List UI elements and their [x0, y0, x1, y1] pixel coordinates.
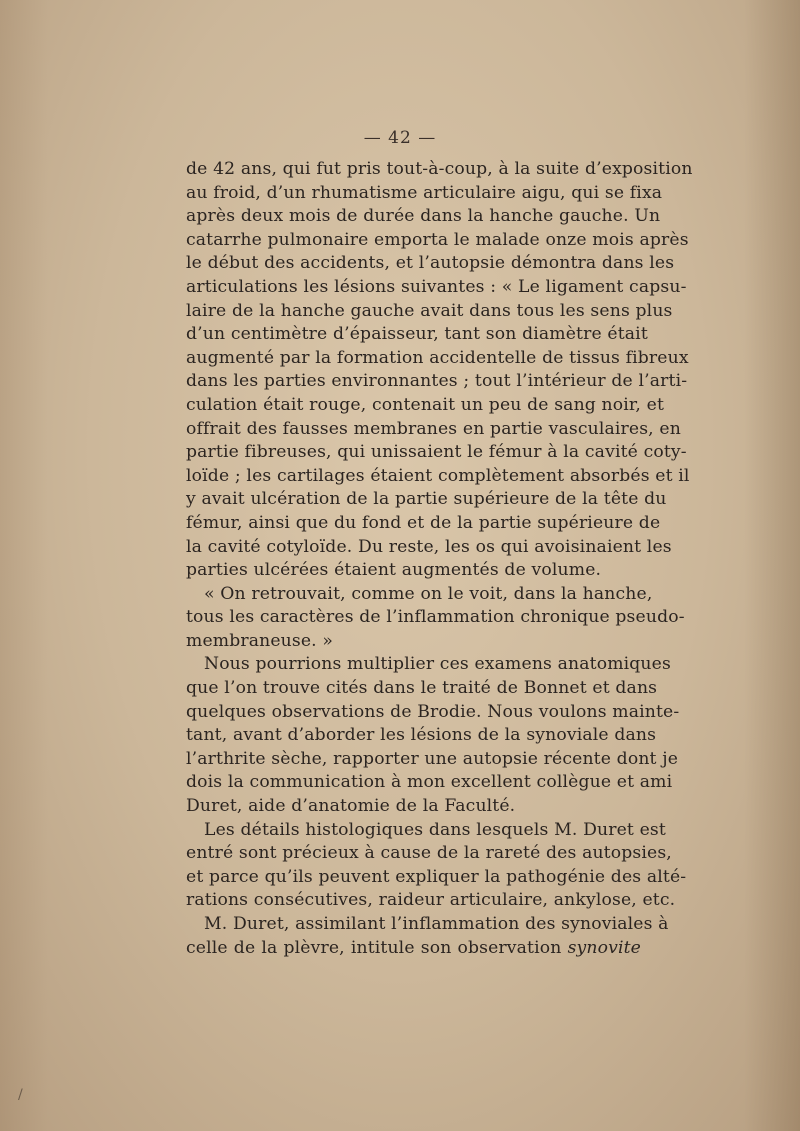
text-line: laire de la hanche gauche avait dans tous les sens plus: [186, 300, 673, 321]
text-line: dans les parties environnantes ; tout l’intérieur de l’arti-: [186, 371, 688, 392]
text-line: articulations les lésions suivantes : « Le ligament capsu-: [186, 276, 687, 297]
text-line: au froid, d’un rhumatisme articulaire aigu, qui se fixa: [186, 182, 663, 203]
text-line: que l’on trouve cités dans le traité de Bonnet et dans: [186, 678, 658, 699]
text-line: catarrhe pulmonaire emporta le malade onze mois après: [186, 229, 689, 250]
text-line: « On retrouvait, comme on le voit, dans la hanche,: [204, 583, 653, 604]
text-line: de 42 ans, qui fut pris tout-à-coup, à la suite d’exposition: [186, 159, 693, 179]
text-line: fémur, ainsi que du fond et de la partie supérieure de: [186, 512, 661, 533]
final-line-text: celle de la plèvre, intitule son observation: [186, 937, 568, 958]
text-line: parties ulcérées étaient augmentés de volume.: [186, 560, 602, 581]
text-line: loïde ; les cartilages étaient complètement absorbés et il: [186, 465, 690, 486]
text-line: tant, avant d’aborder les lésions de la synoviale dans: [186, 725, 657, 746]
text-line: Duret, aide d’anatomie de la Faculté.: [186, 796, 516, 817]
text-line: dois la communication à mon excellent collègue et ami: [186, 772, 673, 793]
text-line: la cavité cotyloïde. Du reste, les os qui avoisinaient les: [186, 536, 672, 557]
text-line-final: [186, 937, 641, 961]
text-line: offrait des fausses membranes en partie vasculaires, en: [186, 418, 681, 439]
text-line: membraneuse. »: [186, 630, 334, 651]
text-line: Les détails histologiques dans lesquels M. Duret est: [204, 819, 666, 840]
margin-mark: /: [18, 1087, 23, 1103]
text-line: M. Duret, assimilant l’inflammation des synoviales à: [204, 914, 669, 934]
text-line: après deux mois de durée dans la hanche gauche. Un: [186, 206, 661, 227]
text-line: le début des accidents, et l’autopsie démontra dans les: [186, 253, 675, 274]
text-line: entré sont précieux à cause de la rareté des autopsies,: [186, 843, 672, 864]
text-line: augmenté par la formation accidentelle de tissus fibreux: [186, 347, 689, 368]
text-line: culation était rouge, contenait un peu de sang noir, et: [186, 394, 665, 415]
body-text: [186, 158, 693, 960]
text-line: tous les caractères de l’inflammation chronique pseudo-: [186, 607, 685, 628]
italic-term: synovite: [567, 937, 641, 958]
text-line: l’arthrite sèche, rapporter une autopsie récente dont je: [186, 748, 679, 769]
text-line: d’un centimètre d’épaisseur, tant son diamètre était: [186, 324, 648, 345]
text-line: partie fibreuses, qui unissaient le fémur à la cavité coty-: [186, 442, 687, 463]
text-line: Nous pourrions multiplier ces examens anatomiques: [204, 654, 671, 675]
page-number: — 42 —: [363, 128, 437, 148]
text-line: rations consécutives, raideur articulaire, ankylose, etc.: [186, 890, 676, 911]
text-line: y avait ulcération de la partie supérieure de la tête du: [186, 489, 667, 510]
text-line: quelques observations de Brodie. Nous voulons mainte-: [186, 701, 680, 722]
text-line: et parce qu’ils peuvent expliquer la pathogénie des alté-: [186, 866, 687, 887]
